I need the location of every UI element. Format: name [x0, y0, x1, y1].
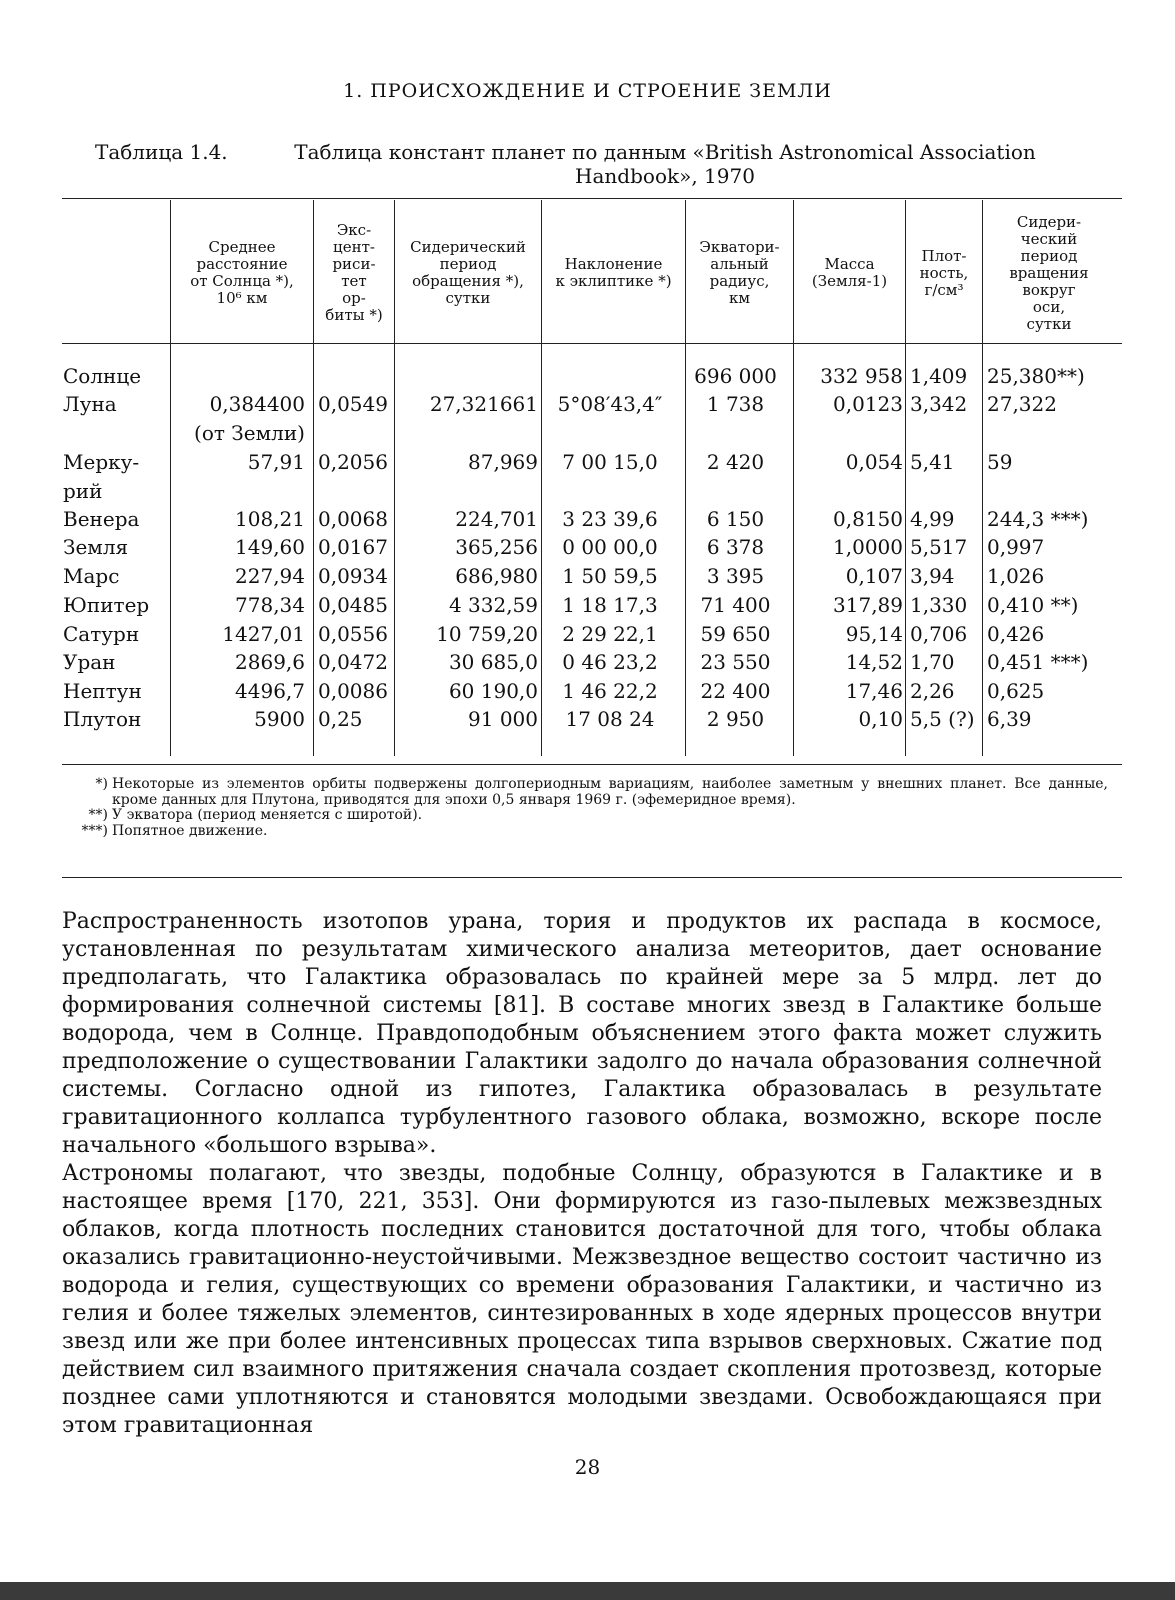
cell-period: 224,701: [455, 507, 538, 531]
table-row: [0, 390, 1175, 419]
cell-radius: 6 150: [706, 507, 765, 531]
cell-density: 2,26: [910, 679, 955, 703]
cell-dist: 5900: [254, 707, 305, 731]
cell-rotation: 244,3 ***): [987, 507, 1089, 531]
cell-name: Земля: [63, 535, 129, 559]
cell-period: 686,980: [455, 564, 538, 588]
cell-ecc: 0,0068: [318, 507, 388, 531]
footnote: *) Некоторые из элементов орбиты подвержены долгопериодным вариациям, наиболее заметным у внешних планет. Все данные, кроме данных для Плутона, приводятся для эпохи 0,5 января 1969 г. (эфемеридное время).: [95, 776, 1108, 808]
cell-dist: 4496,7: [235, 679, 305, 703]
cell-mass: 0,0123: [833, 392, 903, 416]
cell-ecc: 0,0472: [318, 650, 388, 674]
table-header-rule: [62, 343, 1122, 344]
header-sidereal-period: Сидерический период обращения *), сутки: [410, 238, 526, 307]
cell-ecc: 0,0086: [318, 679, 388, 703]
cell-radius: 71 400: [700, 593, 771, 617]
cell-radius: 23 550: [700, 650, 771, 674]
cell-incl: 5°08′43,4″: [557, 392, 663, 416]
cell-rotation: 0,426: [987, 622, 1045, 646]
caption-line-2: Handbook», 1970: [575, 164, 755, 188]
cell-period: 27,321661: [429, 392, 538, 416]
cell-ecc: 0,0556: [318, 622, 388, 646]
cell-density: 5,41: [910, 450, 955, 474]
cell-dist: (от Земли): [194, 421, 305, 445]
table-top-rule: [62, 198, 1122, 199]
cell-ecc: 0,0167: [318, 535, 388, 559]
table-row: [0, 362, 1175, 391]
cell-radius: 696 000: [694, 364, 777, 388]
cell-incl: 1 46 22,2: [562, 679, 658, 703]
footnote: ***) Попятное движение.: [81, 822, 268, 839]
header-density: Плот- ность, г/см³: [919, 246, 969, 299]
cell-mass: 332 958: [820, 364, 903, 388]
caption-line-1: Таблица констант планет по данным «British Astronomical Association: [294, 140, 1036, 164]
table-row: [0, 419, 1175, 448]
cell-rotation: 1,026: [987, 564, 1045, 588]
header-inclination: Наклонение к эклиптике *): [555, 255, 672, 290]
cell-name: Плутон: [63, 707, 142, 731]
table-row: [0, 562, 1175, 591]
cell-density: 3,342: [910, 392, 968, 416]
cell-name: Уран: [63, 650, 116, 674]
cell-mass: 0,10: [858, 707, 903, 731]
header-equatorial-radius: Экватори- альный радиус, км: [699, 238, 780, 307]
cell-radius: 2 420: [706, 450, 765, 474]
cell-period: 10 759,20: [436, 622, 538, 646]
cell-density: 1,409: [910, 364, 968, 388]
table-bottom-rule: [62, 764, 1122, 765]
table-row: [0, 705, 1175, 734]
cell-density: 1,70: [910, 650, 955, 674]
cell-ecc: 0,2056: [318, 450, 388, 474]
cell-name: Марс: [63, 564, 120, 588]
cell-mass: 317,89: [833, 593, 903, 617]
cell-incl: 1 50 59,5: [562, 564, 658, 588]
cell-period: 60 190,0: [448, 679, 538, 703]
table-row: [0, 677, 1175, 706]
cell-name: Сатурн: [63, 622, 140, 646]
cell-mass: 17,46: [845, 679, 903, 703]
cell-rotation: 0,410 **): [987, 593, 1079, 617]
cell-rotation: 0,997: [987, 535, 1045, 559]
cell-incl: 1 18 17,3: [562, 593, 658, 617]
cell-dist: 57,91: [247, 450, 305, 474]
header-eccentricity: Экс- цент- риси- тет ор- биты *): [325, 221, 383, 324]
cell-mass: 0,107: [845, 564, 903, 588]
cell-dist: 1427,01: [222, 622, 305, 646]
cell-name: Нептун: [63, 679, 142, 703]
table-label: Таблица 1.4.: [95, 140, 228, 164]
cell-period: 91 000: [468, 707, 538, 731]
cell-incl: 3 23 39,6: [562, 507, 658, 531]
cell-name: Венера: [63, 507, 140, 531]
cell-dist: 149,60: [235, 535, 305, 559]
header-rotation-period: Сидери- ческий период вращения вокруг оси, сутки: [1009, 212, 1089, 333]
footnote-rule: [62, 877, 1122, 878]
running-head: 1. ПРОИСХОЖДЕНИЕ И СТРОЕНИЕ ЗЕМЛИ: [343, 80, 832, 102]
cell-radius: 22 400: [700, 679, 771, 703]
cell-name: Луна: [63, 392, 117, 416]
paragraph: Астрономы полагают, что звезды, подобные Солнцу, образуются в Галактике и в настоящее время [170, 221, 353]. Они формируются из газо-пылевых межзвездных облаков, когда плотность последних становится достаточной для того, чтобы облака оказались гравитационно-неустойчивыми. Межзвездное вещество состоит частично из водорода и гелия, существующих со времени образования Галактики, и частично из гелия и более тяжелых элементов, синтезированных в ходе ядерных процессов внутри звезд или же при более интенсивных процессах типа взрывов сверхновых. Сжатие под действием сил взаимного притяжения сначала создает скопления протозвезд, которые позднее сами уплотняются и становятся молодыми звездами. Освобождающаяся при этом гравитационная: [62, 1161, 1102, 1438]
cell-incl: 0 46 23,2: [562, 650, 658, 674]
cell-density: 5,517: [910, 535, 968, 559]
header-mass: Масса (Земля-1): [811, 255, 888, 290]
header-mean-distance: Среднее расстояние от Солнца *), 10⁶ км: [190, 238, 294, 307]
cell-ecc: 0,25: [318, 707, 363, 731]
cell-dist: 0,384400: [209, 392, 305, 416]
cell-incl: 17 08 24: [565, 707, 655, 731]
cell-density: 3,94: [910, 564, 955, 588]
cell-density: 1,330: [910, 593, 968, 617]
table-caption: [95, 140, 1085, 188]
cell-rotation: 59: [987, 450, 1013, 474]
cell-radius: 2 950: [706, 707, 765, 731]
cell-name: Мерку-: [63, 450, 140, 474]
cell-period: 365,256: [455, 535, 538, 559]
cell-ecc: 0,0485: [318, 593, 388, 617]
cell-density: 0,706: [910, 622, 968, 646]
cell-incl: 0 00 00,0: [562, 535, 658, 559]
cell-mass: 14,52: [845, 650, 903, 674]
cell-dist: 227,94: [235, 564, 305, 588]
table-row: [0, 448, 1175, 477]
cell-dist: 2869,6: [235, 650, 305, 674]
cell-incl: 2 29 22,1: [562, 622, 658, 646]
cell-density: 4,99: [910, 507, 955, 531]
cell-rotation: 0,625: [987, 679, 1045, 703]
cell-radius: 1 738: [706, 392, 765, 416]
table-row: [0, 620, 1175, 649]
cell-dist: 778,34: [235, 593, 305, 617]
paragraph: Распространенность изотопов урана, тория и продуктов их распада в космосе, установленная по результатам химического анализа метеоритов, дает основание предполагать, что Галактика образовалась по крайней мере за 5 млрд. лет до формирования солнечной системы [81]. В составе многих звезд в Галактике больше водорода, чем в Солнце. Правдоподобным объяснением этого факта может служить предположение о существовании Галактики задолго до начала образования солнечной системы. Согласно одной из гипотез, Галактика образовалась в результате гравитационного коллапса турбулентного газового облака, возможно, вскоре после начального «большого взрыва».: [62, 909, 1102, 1158]
cell-incl: 7 00 15,0: [562, 450, 658, 474]
cell-mass: 95,14: [845, 622, 903, 646]
cell-name: рий: [63, 479, 103, 503]
table-row: [0, 591, 1175, 620]
cell-ecc: 0,0549: [318, 392, 388, 416]
cell-rotation: 25,380**): [987, 364, 1085, 388]
cell-radius: 6 378: [706, 535, 765, 559]
table-row: [0, 533, 1175, 562]
cell-rotation: 0,451 ***): [987, 650, 1089, 674]
cell-mass: 0,8150: [833, 507, 903, 531]
cell-period: 30 685,0: [448, 650, 538, 674]
cell-radius: 3 395: [706, 564, 765, 588]
page-number: 28: [574, 1455, 601, 1479]
scan-bottom-edge: [0, 1582, 1175, 1600]
cell-name: Солнце: [63, 364, 142, 388]
cell-rotation: 27,322: [987, 392, 1057, 416]
body-text: [62, 908, 1102, 1440]
table-row: [0, 505, 1175, 534]
footnotes: [81, 776, 1108, 839]
cell-mass: 1,0000: [833, 535, 903, 559]
cell-name: Юпитер: [63, 593, 150, 617]
cell-period: 87,969: [468, 450, 538, 474]
cell-dist: 108,21: [235, 507, 305, 531]
cell-period: 4 332,59: [448, 593, 538, 617]
cell-density: 5,5 (?): [910, 707, 975, 731]
footnote: **) У экватора (период меняется с широтой).: [88, 807, 423, 823]
cell-radius: 59 650: [700, 622, 771, 646]
table-row: [0, 648, 1175, 677]
table-row: [0, 477, 1175, 506]
cell-mass: 0,054: [845, 450, 903, 474]
cell-ecc: 0,0934: [318, 564, 388, 588]
cell-rotation: 6,39: [987, 707, 1032, 731]
